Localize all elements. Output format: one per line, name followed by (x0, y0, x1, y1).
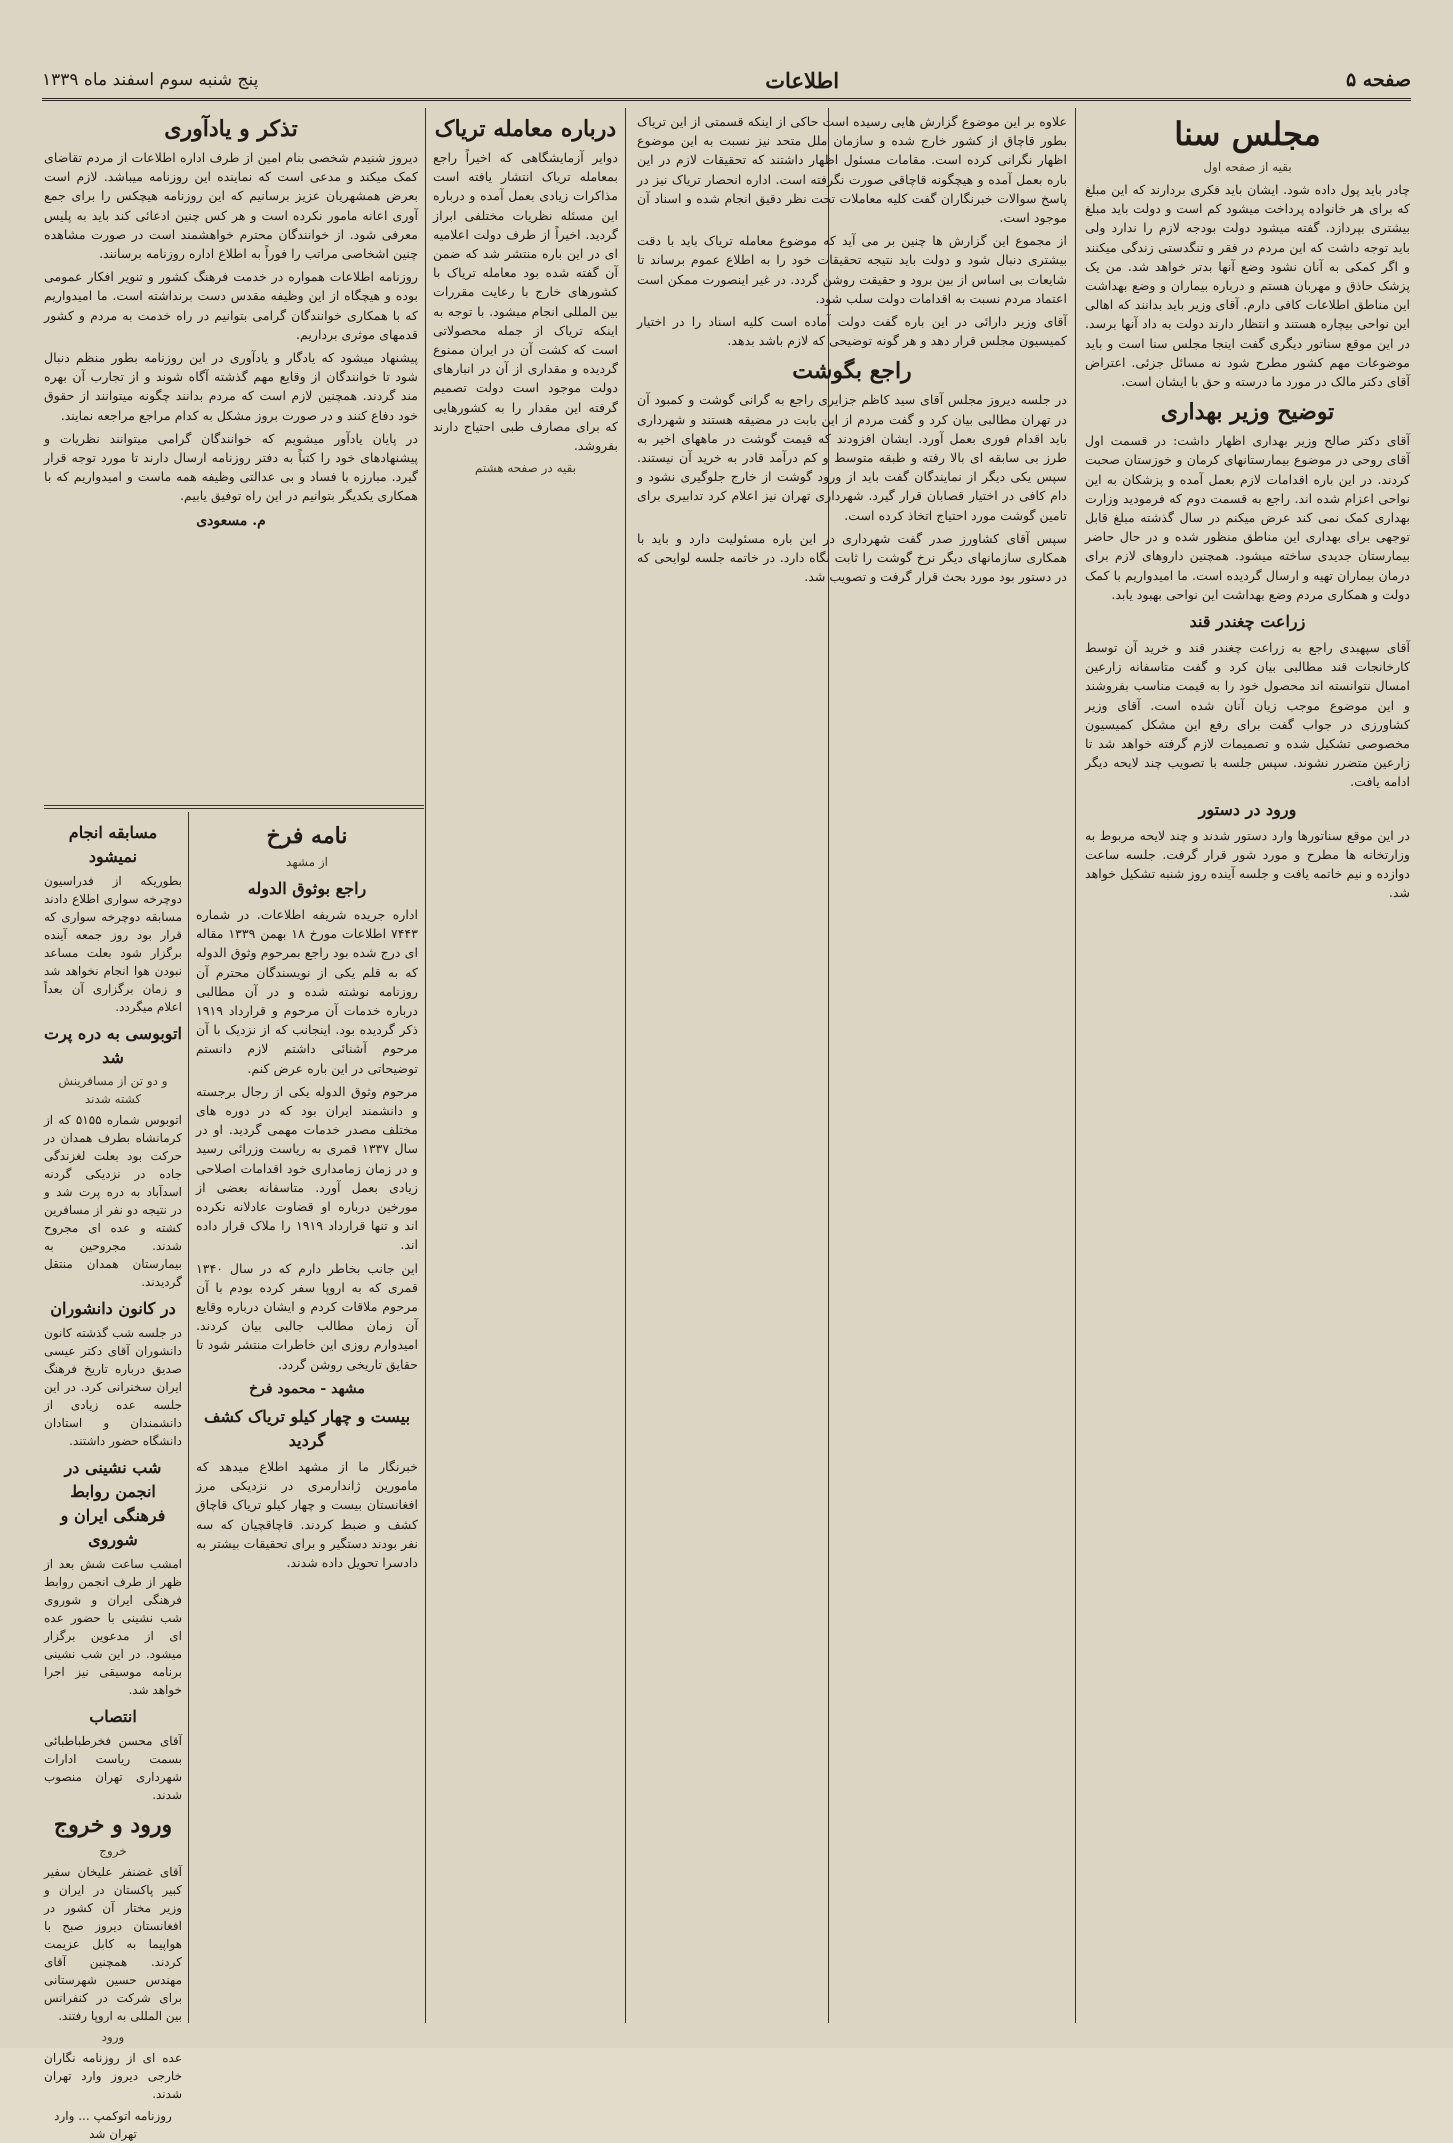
column-rule (625, 108, 626, 2023)
article-paragraph: آقای سپهبدی راجع به زراعت چغندر قند و خرید آن توسط کارخانجات قند مطالبی بیان کرد و گفت متاسفانه زارعین امسال نتوانسته اند محصول خود را به قیمت مناسب بفروشند و این موضوع موجب زیان آنان شده است. آقای وزیر کشاورزی در جواب گفت برای رفع این مشکل کمیسیون مخصوصی تشکیل شده و تصمیمات لازم گرفته خواهد شد تا زارعین متضرر نشوند. سپس جلسه با تصویب چند لایحه دیگر ادامه یافت. (1085, 640, 1410, 790)
news-headline: ورود و خروج (53, 1812, 173, 1838)
news-paragraph: آقای محسن فخرطباطبائی بسمت ریاست ادارات شهرداری تهران منصوب شدند. (44, 1734, 182, 1802)
news-headline: انتصاب (89, 1707, 137, 1726)
opium-article (433, 108, 618, 2028)
article-title: نامه فرخ (266, 823, 348, 849)
article-paragraph: خبرنگار ما از مشهد اطلاع میدهد که مامورین ژاندارمری در نزدیکی مرز افغانستان بیست و چهار کیلو تریاک قاچاق کشف و ضبط کردند. قاچاقچیان که سه نفر بودند دستگیر و برای تحقیقات بیشتر به دادسرا تحویل داده شدند. (196, 1459, 418, 1571)
continued-note: بقیه در صفحه هشتم (474, 461, 577, 476)
article-paragraph: آقای دکتر صالح وزیر بهداری اظهار داشت: در قسمت اول آقای روحی در موضوع بیمارستانهای کرمان و خوزستان صحبت کردند. در این باره اقدامات لازم بعمل آمده و پزشکان به این نواحی اعزام شده اند. راجع به قسمت دوم که فرمودید وزارت بهداری کمک نمی کند عرض میکنم در سال گذشته مبلغ قابل توجهی برای بهداری این مناطق منظور شده و در حال حاضر بیمارستان جدیدی ساخته میشود. همچنین داروهای لازم برای درمان بیماران تهیه و ارسال گردیده است. ما امیدواریم با کمک دولت و همکاری مردم وضع بهداشت این نواحی بهبود یابد. (1085, 433, 1410, 602)
article-paragraph: در جلسه دیروز مجلس آقای سید کاظم جزایری راجع به گرانی گوشت و کمبود آن در تهران مطالبی بیان کرد و گفت مردم از این بابت در مضیقه هستند و شهرداری باید اقدام فوری بعمل آورد. ایشان افزودند که قیمت گوشت در ماههای اخیر به طرز بی سابقه ای بالا رفته و طبقه متوسط و کم درآمد قادر به خرید آن نیستند. سپس یکی دیگر از نمایندگان گفت باید از ورود گوشت از خارج جلوگیری نشود و دام کافی در اختیار قصابان قرار گیرد. شهرداری تهران نیز اعلام کرد تدابیری برای تامین گوشت مورد احتیاج اتخاذ کرده است. (637, 392, 1067, 523)
news-subheadline: خروج (99, 1844, 127, 1858)
article-paragraph: مرحوم وثوق الدوله یکی از رجال برجسته و دانشمند ایران بود که در دوره های مختلف مصدر خدمات مهمی گردید. او در سال ۱۳۳۷ قمری به ریاست وزرائی رسید و در زمان زمامداری خود اقدامات اصلاحی زیادی بعمل آورد. متاسفانه بعضی از مورخین درباره او قضاوت عادلانه نکرده اند و تنها قرارداد ۱۹۱۹ را ملاک قرار داده اند. (196, 1083, 418, 1253)
news-paragraph: عده ای از روزنامه نگاران خارجی دیروز وارد تهران شدند. (44, 2051, 182, 2101)
article-paragraph: علاوه بر این موضوع گزارش هایی رسیده است حاکی از اینکه قسمتی از این تریاک بطور قاچاق از کشور خارج شده و سازمان ملل متحد نیز نسبت به این موضوع اظهار نگرانی کرده است. مقامات مسئول اظهار داشتند که تحقیقات لازم در این باره بعمل آمده و هیچگونه قاچاقی صورت نگرفته است. اداره انحصار تریاک نیز در پاسخ سوالات خبرنگاران گفت کلیه معاملات تحت نظر دقیق انجام شده و اسناد آن موجود است. (637, 114, 1067, 226)
news-headline: مسابقه انجام نمیشود (68, 823, 158, 866)
short-news-column (44, 815, 183, 2141)
article-paragraph: اداره جریده شریفه اطلاعات. در شماره ۷۴۴۳ اطلاعات مورخ ۱۸ بهمن ۱۳۳۹ مقاله ای درج شده بود راجع بمرحوم وثوق الدوله که به قلم یکی از نویسندگان محترم آن روزنامه نوشته شده و در آن مطالبی درباره خدمات آن مرحوم و قرارداد ۱۹۱۹ ذکر گردیده بود. اینجانب که از نزدیک با آن مرحوم آشنائی داشتم لازم دانستم توضیحاتی در این باره عرض کنم. (196, 907, 419, 1076)
paper-name: اطلاعات (765, 67, 840, 93)
column-rule (1075, 108, 1076, 2023)
article-paragraph: این جانب بخاطر دارم که در سال ۱۳۴۰ قمری که به اروپا سفر کرده بودم با آن مرحوم ملاقات کردم و ایشان درباره وقایع آن زمان مطالب جالبی بیان کردند. امیدوارم روزی این خاطرات منتشر شود تا حقایق تاریخی روشن گردد. (196, 1260, 418, 1372)
section-heading: زراعت چغندر قند (1189, 612, 1306, 632)
senate-article (1085, 108, 1410, 2028)
author-signature: م. مسعودی (196, 512, 266, 529)
article-subtitle: از مشهد (286, 855, 328, 869)
article-title: تذکر و یادآوری (164, 116, 298, 142)
article-paragraph: آقای وزیر دارائی در این باره گفت دولت آماده است کلیه اسناد را در اختیار کمیسیون مجلس قرار دهد و هر گونه توضیحی که لازم باشد بدهد. (637, 314, 1067, 349)
section-heading: توضیح وزیر بهداری (1160, 399, 1335, 426)
section-heading: راجع بگوشت (792, 358, 912, 385)
article-paragraph: دیروز شنیدم شخصی بنام امین از طرف اداره اطلاعات از مردم تقاضای کمک میکند و مدعی است که نماینده این روزنامه میباشد. لازم است بعرض همشهریان عزیز برسانیم که این روزنامه هیچکس را برای جمع آوری اعانه مامور نکرده است و هر کس چنین ادعائی کند باید به پلیس معرفی شود. از خوانندگان محترم خواهشمند است در صورت مشاهده چنین اشخاصی مراتب را فوراً به اطلاع اداره روزنامه برسانند. (44, 150, 418, 262)
section-heading: ورود در دستور (1198, 799, 1297, 819)
news-paragraph: در جلسه شب گذشته کانون دانشوران آقای دکتر عیسی صدیق درباره تاریخ فرهنگ ایران سخنرانی کرد. در این جلسه عده زیادی از دانشمندان و استادان دانشگاه حضور داشتند. (44, 1326, 182, 1448)
news-paragraph: اتوبوس شماره ۵۱۵۵ که از کرمانشاه بطرف همدان در حرکت بود بعلت لغزندگی جاده در نزدیکی گردنه اسدآباد به دره پرت شد و در نتیجه دو نفر از مسافرین کشته و عده ای مجروح شدند. مجروحین به بیمارستان همدان منتقل گردیدند. (44, 1113, 183, 1289)
news-headline: در کانون دانشوران (50, 1299, 176, 1318)
issue-date: پنج شنبه سوم اسفند ماه ۱۳۳۹ (42, 70, 259, 90)
news-paragraph: بطوریکه از فدراسیون دوچرخه سواری اطلاع دادند مسابقه دوچرخه سواری که قرار بود روز جمعه آینده برگزار شود بعلت مساعد نبودن هوا انجام نخواهد شد و زمان برگزاری آن بعداً اعلام میگردد. (44, 874, 182, 1014)
news-paragraph: امشب ساعت شش بعد از ظهر از طرف انجمن روابط فرهنگی ایران و شوروی شب نشینی با حضور عده ای از مدعوین برگزار میشود. در این شب نشینی برنامه موسیقی نیز اجرا خواهد شد. (44, 1557, 182, 1697)
column-rule (188, 812, 189, 2023)
article-paragraph: پیشنهاد میشود که یادگار و یادآوری در این روزنامه بطور منظم دنبال شود تا خوانندگان از وقایع مهم گذشته آگاه شوند و از تجارب آن بهره مند گردند. همچنین لازم است که مردم بدانند چگونه میتوانند از حقوق خود دفاع کنند و در صورت بروز مشکل به کدام مراجع مراجعه نمایند. (44, 350, 418, 423)
author-signature: مشهد - محمود فرخ (249, 1380, 365, 1397)
letter-article (196, 815, 418, 2020)
opium-article-continuation (637, 108, 1067, 2028)
news-headline: بیست و چهار کیلو تریاک کشف گردید (203, 1407, 411, 1451)
column-rule (425, 108, 426, 2023)
section-divider (44, 805, 424, 809)
article-subtitle: بقیه از صفحه اول (1203, 160, 1292, 174)
masthead (42, 62, 1411, 101)
article-paragraph: در پایان یادآور میشویم که خوانندگان گرامی میتوانند نظریات و پیشنهادهای خود را کتباً به دفتر روزنامه ارسال دارند تا مورد توجه قرار گیرد. مبارزه با فساد و بی عدالتی وظیفه همه ماست و امیدواریم که با همکاری یکدیگر بتوانیم در این راه توفیق یابیم. (44, 430, 418, 504)
article-subheading: راجع بوثوق الدوله (247, 879, 367, 898)
article-paragraph: دوایر آزمایشگاهی که اخیراً راجع بمعامله تریاک انتشار یافته است مذاکرات زیادی بعمل آمده و درباره این مسئله نظریات مختلفی ابراز گردید. اخیراً از طرف دولت اعلامیه ای در این باره منتشر شد که ضمن آن گفته شده بود معامله تریاک با کشورهای خارج با رعایت مقررات بین المللی انجام میشود. با توجه به اینکه تریاک از جمله محصولاتی است که کشت آن در ایران ممنوع گردیده و مقداری از آن در انبارهای دولت موجود است دولت تصمیم گرفته این مقدار را به کشورهایی که برای مصارف طبی احتیاج دارند بفروشد. (433, 150, 618, 454)
reminder-article (44, 108, 418, 798)
news-subheadline: ورود (101, 2030, 125, 2044)
news-subheadline: و دو تن از مسافرینش کشته شدند (58, 1074, 168, 1106)
article-paragraph: در این موقع سناتورها وارد دستور شدند و چند لایحه مربوط به وزارتخانه ها مطرح و مورد شور قرار گرفت. جلسه ساعت دوازده و نیم خاتمه یافت و جلسه آینده روز شنبه تشکیل خواهد شد. (1085, 827, 1410, 901)
article-title: درباره معامله تریاک (434, 116, 617, 142)
news-paragraph: آقای غضنفر علیخان سفیر کبیر پاکستان در ایران و وزیر مختار آن کشور در افغانستان دیروز صبح با هواپیما به کابل عزیمت کردند. همچنین آقای مهندس حسین شهرستانی برای شرکت در کنفرانس بین المللی به اروپا رفتند. (44, 1865, 182, 2023)
news-footnote: روزنامه اتوکمپ ... وارد تهران شد (54, 2109, 172, 2141)
article-paragraph: روزنامه اطلاعات همواره در خدمت فرهنگ کشور و تنویر افکار عمومی بوده و هیچگاه از این وظیفه مقدس دست برنداشته است. ما امیدواریم که با همکاری خوانندگان گرامی بتوانیم در راه خدمت به مردم و کشور قدمهای موثری برداریم. (44, 269, 418, 342)
page-number: صفحه ۵ (1345, 69, 1411, 91)
article-paragraph: سپس آقای کشاورز صدر گفت شهرداری در این باره مسئولیت دارد و باید با همکاری سازمانهای دیگر نرخ گوشت را ثابت نگاه دارد. در خاتمه جلسه لوایحی که در دستور بود مورد بحث قرار گرفت و تصویب شد. (637, 530, 1067, 585)
article-paragraph: چادر باید پول داده شود. ایشان باید فکری بردارند که این مبلغ که برای هر خانواده پرداخت میشود کم است و دولت باید مبلغ بیشتری بپردازد. گفته میشود دولت بودجه لازم را ندارد ولی باید توجه داشت که این مردم در فقر و تنگدستی زندگی میکنند و اگر کمکی به آنان نشود وضع آنها بدتر خواهد شد. من یک پزشک حاذق و مهربان هستم و درباره بیماران و وضع بهداشت این مناطق اطلاعات کافی دارم. آقای وزیر باید بدانند که اهالی این نواحی بیچاره هستند و انتظار دارند دولت به داد آنها برسد. در این موقع سناتور دیگری گفت اینجا مجلس سنا است و باید موضوعات مهم کشور مطرح شود نه مسائل جزئی. اعتراض آقای دکتر مالک در مورد ما درسته و حق با ایشان است. (1085, 182, 1410, 390)
news-headline: شب نشینی در انجمن روابط فرهنگی ایران و شوروی (60, 1458, 166, 1549)
article-title: مجلس سنا (1174, 115, 1321, 153)
article-paragraph: از مجموع این گزارش ها چنین بر می آید که موضوع معامله تریاک باید با دقت بیشتری دنبال شود و دولت باید نتیجه تحقیقات خود را به اطلاع عموم برساند تا شایعات بی اساس از بین برود و حقیقت روشن گردد. در غیر اینصورت ممکن است اعتماد مردم نسبت به اقدامات دولت سلب شود. (637, 233, 1067, 306)
news-headline: اتوبوسی به دره پرت شد (44, 1024, 182, 1067)
